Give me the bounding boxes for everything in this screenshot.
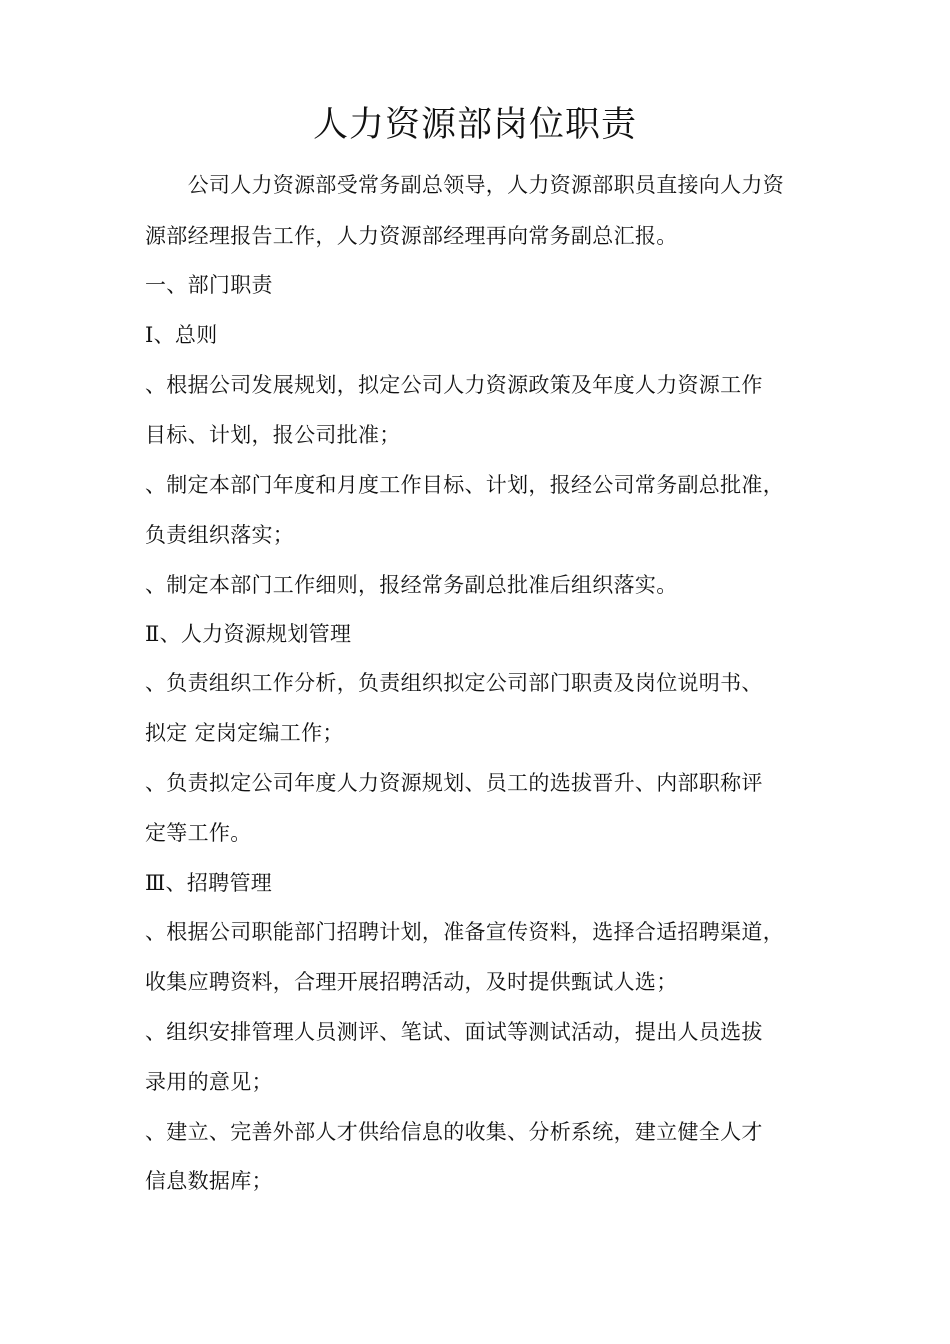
list-item-line: 、制定本部门年度和月度工作目标、计划，报经公司常务副总批准， (145, 473, 784, 497)
subsection-heading: Ⅱ、人力资源规划管理 (145, 622, 352, 646)
list-item-line: 、负责组织工作分析，负责组织拟定公司部门职责及岗位说明书、 (145, 671, 763, 695)
list-item-line: 、根据公司发展规划，拟定公司人力资源政策及年度人力资源工作 (145, 373, 763, 397)
section-heading: 一、部门职责 (145, 273, 273, 297)
document-title: 人力资源部岗位职责 (312, 105, 637, 145)
list-item-line: 收集应聘资料，合理开展招聘活动，及时提供甄试人选； (145, 970, 678, 994)
list-item-line: 、根据公司职能部门招聘计划，准备宣传资料，选择合适招聘渠道， (145, 920, 784, 944)
list-item-line: 、负责拟定公司年度人力资源规划、员工的选拔晋升、内部职称评 (145, 771, 763, 795)
list-item-line: 、制定本部门工作细则，报经常务副总批准后组织落实。 (145, 573, 678, 597)
list-item-line: 目标、计划，报公司批准； (145, 423, 401, 447)
list-item-line: 、组织安排管理人员测评、笔试、面试等测试活动，提出人员选拔 (145, 1020, 763, 1044)
list-item-line: 、建立、完善外部人才供给信息的收集、分析系统，建立健全人才 (145, 1120, 763, 1144)
list-item-line: 信息数据库； (145, 1169, 273, 1193)
paragraph-line: 源部经理报告工作，人力资源部经理再向常务副总汇报。 (145, 224, 678, 248)
list-item-line: 定等工作。 (145, 821, 252, 845)
paragraph-line: 公司人力资源部受常务副总领导，人力资源部职员直接向人力资 (145, 173, 784, 197)
list-item-line: 拟定 定岗定编工作； (145, 721, 344, 745)
subsection-heading: Ⅰ、总则 (145, 323, 218, 347)
list-item-line: 负责组织落实； (145, 523, 295, 547)
list-item-line: 录用的意见； (145, 1070, 273, 1094)
subsection-heading: Ⅲ、招聘管理 (145, 871, 273, 895)
